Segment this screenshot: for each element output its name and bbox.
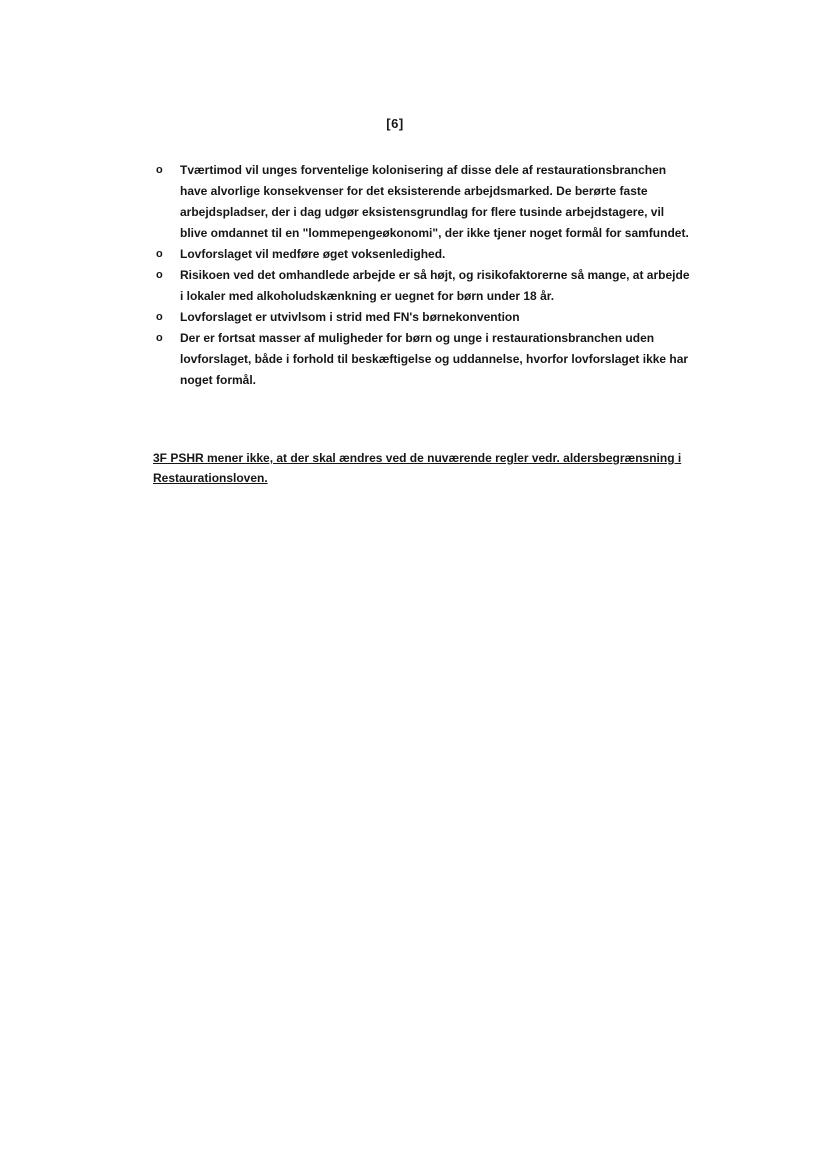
bullet-item bbox=[150, 265, 690, 307]
bullet-marker: o bbox=[156, 311, 163, 323]
bullet-marker: o bbox=[156, 332, 163, 344]
page-number: [6] bbox=[386, 116, 404, 131]
bullet-item bbox=[150, 307, 690, 328]
bullet-text: Lovforslaget er utvivlsom i strid med FN's børnekonvention bbox=[180, 310, 520, 324]
bullet-item bbox=[150, 244, 690, 265]
bullet-marker: o bbox=[156, 164, 163, 176]
bullet-text: Lovforslaget vil medføre øget voksenledighed. bbox=[180, 247, 446, 261]
bullet-text: Der er fortsat masser af muligheder for børn og unge i restaurationsbranchen uden lovforslaget, både i forhold til beskæftigelse og uddannelse, hvorfor lovforslaget ikke har noget formål. bbox=[180, 331, 689, 387]
bullet-item bbox=[150, 160, 690, 244]
bullet-marker: o bbox=[156, 269, 163, 281]
conclusion-statement: 3F PSHR mener ikke, at der skal ændres ved de nuværende regler vedr. aldersbegrænsning i Restaurationsloven. bbox=[153, 451, 682, 485]
bullet-list bbox=[150, 160, 690, 391]
bullet-text: Tværtimod vil unges forventelige kolonisering af disse dele af restaurationsbranchen have alvorlige konsekvenser for det eksisterende arbejdsmarked. De berørte faste arbejdspladser, der i dag udgør eksistensgrundlag for flere tusinde arbejdstagere, vil blive omdannet til en "lommepengeøkonomi", der ikke tjener noget formål for samfundet. bbox=[180, 163, 689, 240]
bullet-text: Risikoen ved det omhandlede arbejde er så højt, og risikofaktorerne så mange, at arbejde i lokaler med alkoholudskænkning er uegnet for børn under 18 år. bbox=[180, 268, 690, 303]
bullet-item bbox=[150, 328, 690, 391]
bullet-marker: o bbox=[156, 248, 163, 260]
